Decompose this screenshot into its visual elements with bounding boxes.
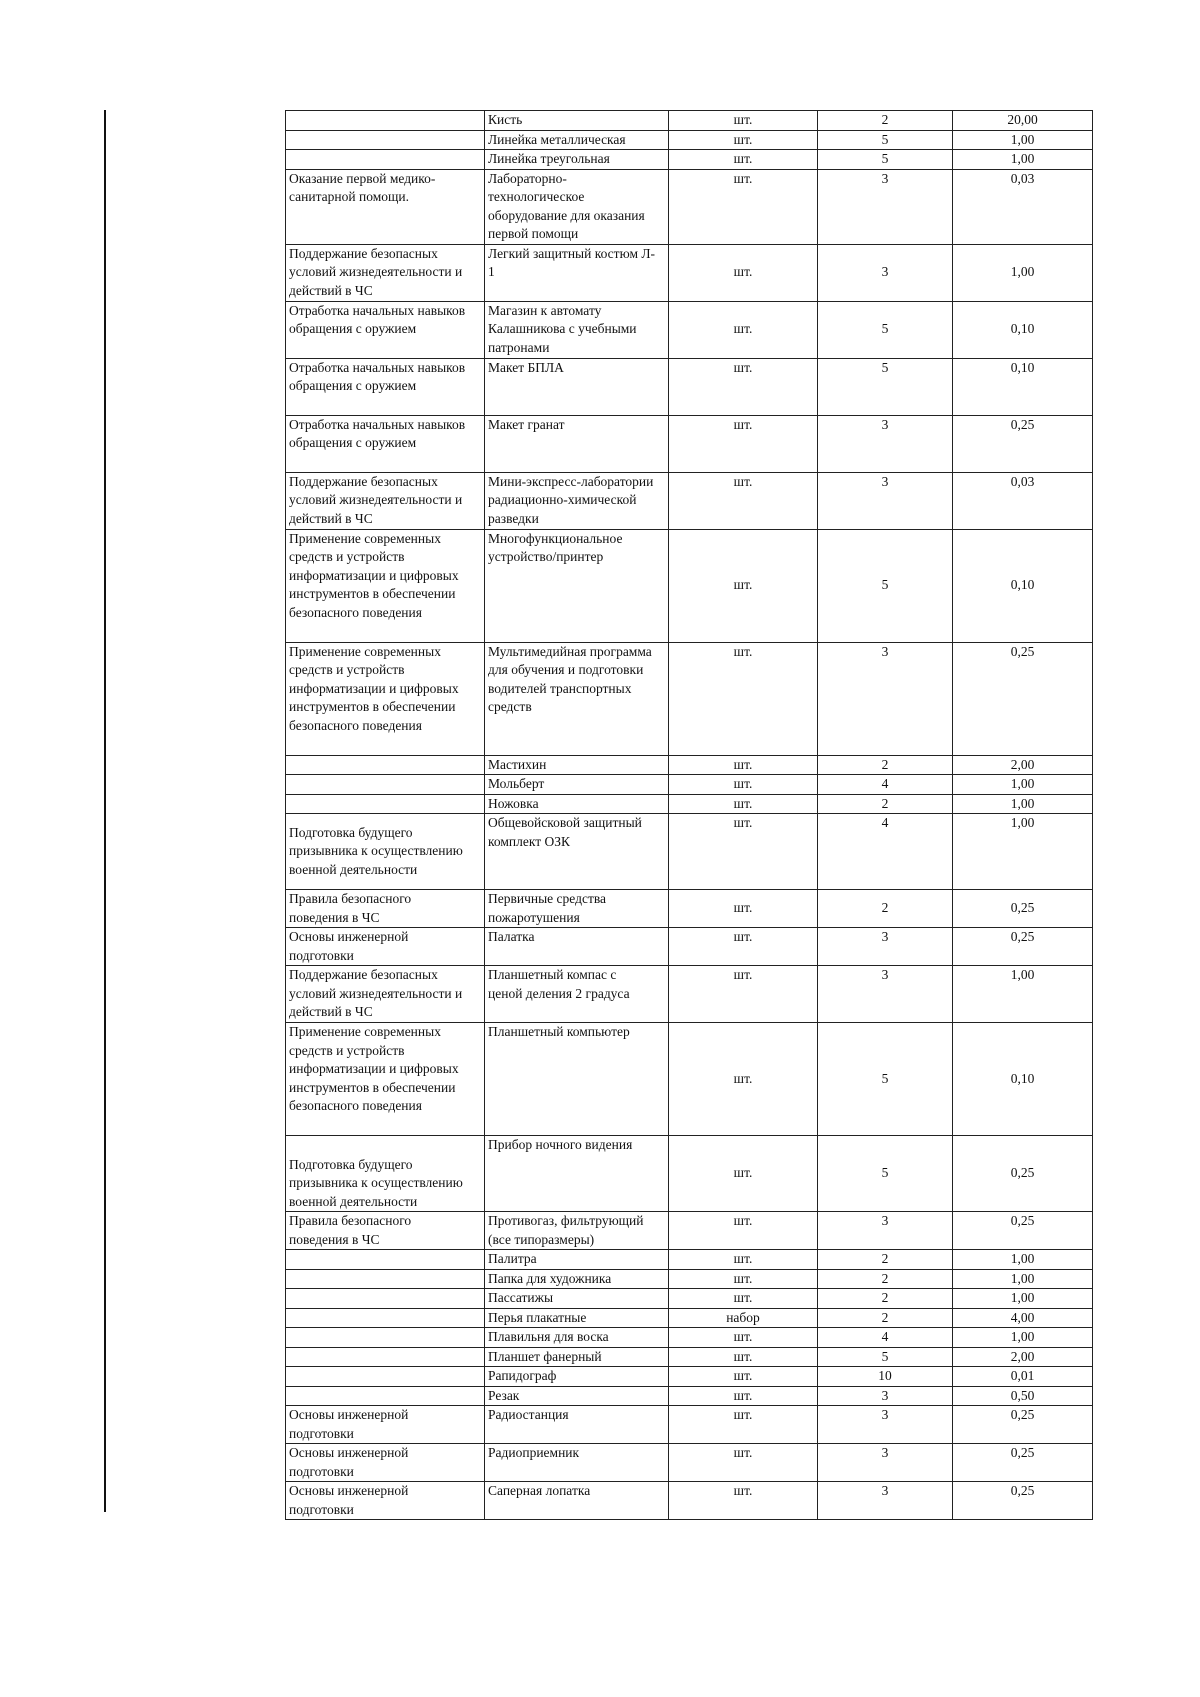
norm-cell: 1,00 [953,775,1093,795]
section-cell: Основы инженерной подготовки [286,1406,485,1444]
norm-cell: 0,25 [953,928,1093,966]
table-row [286,301,1093,358]
quantity-cell: 3 [818,1444,953,1482]
unit-cell: шт. [669,890,818,928]
section-cell [286,1367,485,1387]
norm-cell: 1,00 [953,1328,1093,1348]
unit-cell: шт. [669,928,818,966]
norm-cell: 2,00 [953,1347,1093,1367]
item-cell: Противогаз, фильтрующий (все типоразмеры) [485,1212,669,1250]
unit-cell: шт. [669,814,818,890]
table-row [286,150,1093,170]
item-cell: Мольберт [485,775,669,795]
norm-cell: 1,00 [953,150,1093,170]
section-cell: Правила безопасного поведения в ЧС [286,890,485,928]
section-cell [286,1308,485,1328]
equipment-table-body [286,111,1093,1520]
table-row [286,1328,1093,1348]
norm-cell: 0,03 [953,169,1093,244]
quantity-cell: 3 [818,642,953,755]
quantity-cell: 2 [818,1250,953,1270]
item-cell: Общевойсковой защитный комплект ОЗК [485,814,669,890]
item-cell: Магазин к автомату Калашникова с учебными патронами [485,301,669,358]
item-cell: Радиоприемник [485,1444,669,1482]
table-row [286,755,1093,775]
item-cell: Папка для художника [485,1269,669,1289]
quantity-cell: 5 [818,130,953,150]
table-row [286,244,1093,301]
item-cell: Планшетный компас с ценой деления 2 градуса [485,966,669,1023]
table-row [286,1482,1093,1520]
norm-cell: 1,00 [953,130,1093,150]
table-row [286,111,1093,131]
item-cell: Планшет фанерный [485,1347,669,1367]
item-cell: Радиостанция [485,1406,669,1444]
section-cell [286,794,485,814]
section-cell: Отработка начальных навыков обращения с оружием [286,415,485,472]
norm-cell: 1,00 [953,1289,1093,1309]
section-cell [286,755,485,775]
unit-cell: шт. [669,755,818,775]
section-cell: Поддержание безопасных условий жизнедеятельности и действий в ЧС [286,472,485,529]
unit-cell: шт. [669,1289,818,1309]
unit-cell: шт. [669,130,818,150]
quantity-cell: 3 [818,1212,953,1250]
norm-cell: 1,00 [953,1250,1093,1270]
norm-cell: 4,00 [953,1308,1093,1328]
norm-cell: 0,01 [953,1367,1093,1387]
section-cell: Применение современных средств и устройств информатизации и цифровых инструментов в обеспечении безопасного поведения [286,1023,485,1136]
item-cell: Пассатижы [485,1289,669,1309]
section-cell [286,775,485,795]
section-cell: Основы инженерной подготовки [286,1482,485,1520]
item-cell: Мини-экспресс-лаборатории радиационно-химической разведки [485,472,669,529]
item-cell: Палатка [485,928,669,966]
unit-cell: шт. [669,472,818,529]
norm-cell: 0,10 [953,1023,1093,1136]
item-cell: Первичные средства пожаротушения [485,890,669,928]
unit-cell: шт. [669,1250,818,1270]
item-cell: Резак [485,1386,669,1406]
quantity-cell: 5 [818,529,953,642]
norm-cell: 0,25 [953,642,1093,755]
quantity-cell: 3 [818,1406,953,1444]
equipment-table [285,110,1093,1520]
table-row [286,1308,1093,1328]
norm-cell: 20,00 [953,111,1093,131]
unit-cell: шт. [669,1136,818,1212]
item-cell: Многофункциональное устройство/принтер [485,529,669,642]
unit-cell: шт. [669,1023,818,1136]
section-cell: Применение современных средств и устройств информатизации и цифровых инструментов в обеспечении безопасного поведения [286,642,485,755]
item-cell: Легкий защитный костюм Л- 1 [485,244,669,301]
section-cell: Основы инженерной подготовки [286,928,485,966]
table-row [286,775,1093,795]
section-cell: Оказание первой медико- санитарной помощи. [286,169,485,244]
item-cell: Линейка треугольная [485,150,669,170]
norm-cell: 0,10 [953,529,1093,642]
table-row [286,1212,1093,1250]
section-cell [286,1250,485,1270]
table-row [286,928,1093,966]
quantity-cell: 2 [818,111,953,131]
section-cell: Правила безопасного поведения в ЧС [286,1212,485,1250]
norm-cell: 0,25 [953,1406,1093,1444]
table-row [286,794,1093,814]
table-row [286,415,1093,472]
item-cell: Макет БПЛА [485,358,669,415]
quantity-cell: 3 [818,244,953,301]
unit-cell: шт. [669,111,818,131]
quantity-cell: 3 [818,966,953,1023]
unit-cell: шт. [669,244,818,301]
table-row [286,130,1093,150]
left-margin-line [104,110,106,1512]
quantity-cell: 5 [818,1347,953,1367]
item-cell: Рапидограф [485,1367,669,1387]
section-cell: Отработка начальных навыков обращения с оружием [286,358,485,415]
table-row [286,966,1093,1023]
norm-cell: 1,00 [953,966,1093,1023]
norm-cell: 0,25 [953,1444,1093,1482]
quantity-cell: 4 [818,1328,953,1348]
unit-cell: шт. [669,415,818,472]
unit-cell: шт. [669,1386,818,1406]
unit-cell: шт. [669,642,818,755]
quantity-cell: 3 [818,472,953,529]
item-cell: Макет гранат [485,415,669,472]
unit-cell: шт. [669,1347,818,1367]
section-cell [286,1347,485,1367]
unit-cell: шт. [669,966,818,1023]
table-row [286,1347,1093,1367]
section-cell [286,1328,485,1348]
quantity-cell: 5 [818,150,953,170]
table-row [286,1136,1093,1212]
item-cell: Кисть [485,111,669,131]
table-row [286,642,1093,755]
section-cell: Поддержание безопасных условий жизнедеятельности и действий в ЧС [286,244,485,301]
quantity-cell: 2 [818,1269,953,1289]
unit-cell: шт. [669,169,818,244]
table-row [286,1386,1093,1406]
unit-cell: шт. [669,1269,818,1289]
section-cell: Поддержание безопасных условий жизнедеятельности и действий в ЧС [286,966,485,1023]
quantity-cell: 2 [818,794,953,814]
table-row [286,169,1093,244]
section-cell [286,1386,485,1406]
quantity-cell: 3 [818,928,953,966]
unit-cell: набор [669,1308,818,1328]
section-cell: Отработка начальных навыков обращения с оружием [286,301,485,358]
norm-cell: 0,25 [953,1482,1093,1520]
quantity-cell: 5 [818,1023,953,1136]
section-cell: Подготовка будущего призывника к осуществлению военной деятельности [286,814,485,890]
quantity-cell: 4 [818,814,953,890]
unit-cell: шт. [669,794,818,814]
table-row [286,1023,1093,1136]
table-row [286,1367,1093,1387]
item-cell: Саперная лопатка [485,1482,669,1520]
quantity-cell: 2 [818,890,953,928]
norm-cell: 0,10 [953,358,1093,415]
unit-cell: шт. [669,775,818,795]
quantity-cell: 2 [818,1308,953,1328]
section-cell [286,111,485,131]
unit-cell: шт. [669,1482,818,1520]
section-cell [286,130,485,150]
norm-cell: 0,10 [953,301,1093,358]
unit-cell: шт. [669,1367,818,1387]
quantity-cell: 3 [818,1386,953,1406]
table-row [286,1269,1093,1289]
norm-cell: 1,00 [953,1269,1093,1289]
norm-cell: 1,00 [953,244,1093,301]
item-cell: Плавильня для воска [485,1328,669,1348]
table-row [286,358,1093,415]
quantity-cell: 3 [818,1482,953,1520]
item-cell: Лабораторно- технологическое оборудование для оказания первой помощи [485,169,669,244]
norm-cell: 2,00 [953,755,1093,775]
table-row [286,890,1093,928]
item-cell: Палитра [485,1250,669,1270]
section-cell: Подготовка будущего призывника к осуществлению военной деятельности [286,1136,485,1212]
unit-cell: шт. [669,1212,818,1250]
norm-cell: 0,03 [953,472,1093,529]
quantity-cell: 2 [818,1289,953,1309]
table-row [286,1444,1093,1482]
item-cell: Ножовка [485,794,669,814]
norm-cell: 0,25 [953,415,1093,472]
unit-cell: шт. [669,1406,818,1444]
quantity-cell: 5 [818,358,953,415]
norm-cell: 1,00 [953,794,1093,814]
unit-cell: шт. [669,1444,818,1482]
item-cell: Мультимедийная программа для обучения и подготовки водителей транспортных средств [485,642,669,755]
section-cell: Применение современных средств и устройств информатизации и цифровых инструментов в обеспечении безопасного поведения [286,529,485,642]
norm-cell: 0,50 [953,1386,1093,1406]
table-row [286,1406,1093,1444]
quantity-cell: 5 [818,301,953,358]
unit-cell: шт. [669,301,818,358]
item-cell: Перья плакатные [485,1308,669,1328]
item-cell: Прибор ночного видения [485,1136,669,1212]
table-row [286,814,1093,890]
item-cell: Мастихин [485,755,669,775]
quantity-cell: 5 [818,1136,953,1212]
item-cell: Линейка металлическая [485,130,669,150]
section-cell [286,150,485,170]
norm-cell: 0,25 [953,1212,1093,1250]
norm-cell: 0,25 [953,1136,1093,1212]
quantity-cell: 10 [818,1367,953,1387]
unit-cell: шт. [669,1328,818,1348]
unit-cell: шт. [669,529,818,642]
section-cell [286,1269,485,1289]
table-row [286,1250,1093,1270]
norm-cell: 1,00 [953,814,1093,890]
table-row [286,472,1093,529]
norm-cell: 0,25 [953,890,1093,928]
quantity-cell: 3 [818,169,953,244]
section-cell: Основы инженерной подготовки [286,1444,485,1482]
table-row [286,529,1093,642]
quantity-cell: 2 [818,755,953,775]
item-cell: Планшетный компьютер [485,1023,669,1136]
unit-cell: шт. [669,150,818,170]
table-row [286,1289,1093,1309]
quantity-cell: 3 [818,415,953,472]
section-cell [286,1289,485,1309]
unit-cell: шт. [669,358,818,415]
quantity-cell: 4 [818,775,953,795]
